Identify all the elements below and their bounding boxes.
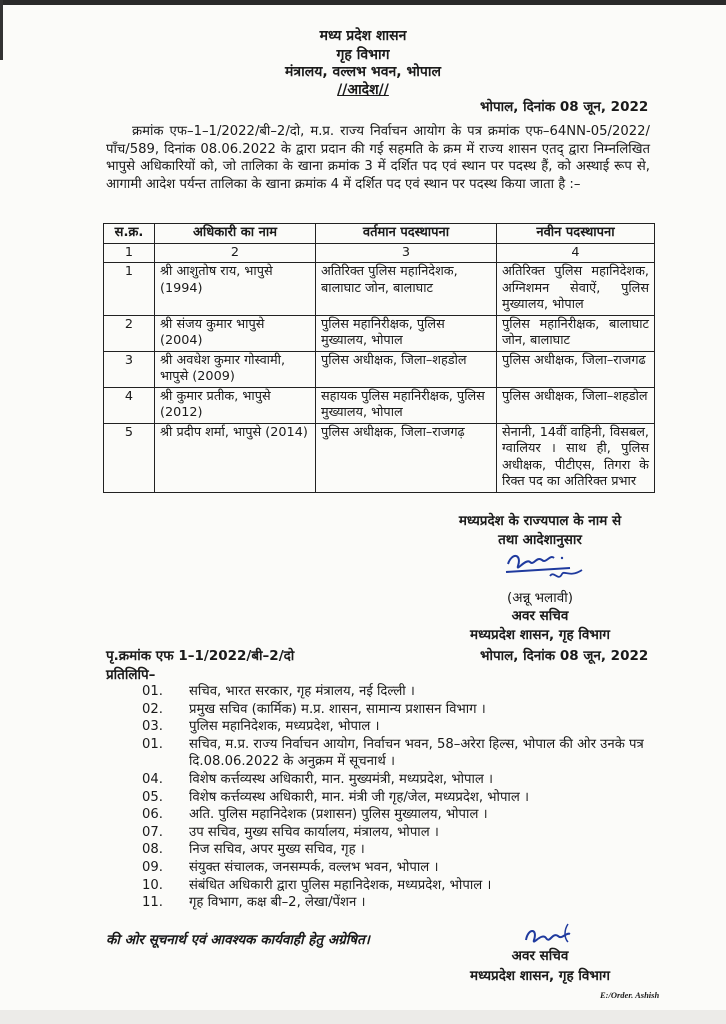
order-body-paragraph xyxy=(106,123,650,193)
file-reference: E:/Order. Ashish xyxy=(600,990,660,1000)
copy-number: 10. xyxy=(142,877,163,893)
table-row xyxy=(104,351,655,387)
posting-table xyxy=(103,223,655,493)
table-header-row xyxy=(104,224,655,244)
list-item xyxy=(142,824,662,842)
copy-number: 02. xyxy=(142,701,163,717)
copy-number: 04. xyxy=(142,771,163,787)
header-government: मध्य प्रदेश शासन xyxy=(319,28,407,44)
list-item xyxy=(142,877,662,895)
list-item xyxy=(142,736,662,771)
col-number: 2 xyxy=(155,243,316,263)
copy-recipient-list xyxy=(142,683,662,912)
signatory-office: मध्यप्रदेश शासन, गृह विभाग xyxy=(470,627,610,643)
copy-recipient: पुलिस महानिदेशक, मध्यप्रदेश, भोपाल । xyxy=(189,719,380,735)
cell-new-posting: पुलिस अधीक्षक, जिला–राजगढ xyxy=(497,351,655,387)
cell-officer-name: श्री संजय कुमार भापुसे (2004) xyxy=(155,315,316,351)
list-item xyxy=(142,894,662,912)
copy-recipient: संबंधित अधिकारी द्वारा पुलिस महानिदेशक, मध्यप्रदेश, भोपाल । xyxy=(189,877,492,893)
col-header-current-posting: वर्तमान पदस्थापना xyxy=(316,224,497,244)
cell-current-posting: सहायक पुलिस महानिरीक्षक, पुलिस मुख्यालय, भोपाल xyxy=(316,387,497,423)
copy-recipient: प्रमुख सचिव (कार्मिक) म.प्र. शासन, सामान्य प्रशासन विभाग । xyxy=(189,701,486,717)
endorsement-designation: अवर सचिव xyxy=(511,948,569,964)
signature-authority-line2: तथा आदेशानुसार xyxy=(498,532,582,548)
cell-new-posting: पुलिस महानिरीक्षक, बालाघाट जोन, बालाघाट xyxy=(497,315,655,351)
header-address: मंत्रालय, वल्लभ भवन, भोपाल xyxy=(285,64,441,80)
cell-current-posting: पुलिस अधीक्षक, जिला–राजगढ़ xyxy=(316,423,497,492)
table-row xyxy=(104,263,655,316)
order-date: भोपाल, दिनांक 08 जून, 2022 xyxy=(480,99,649,115)
list-item xyxy=(142,718,662,736)
copy-recipient: विशेष कर्त्तव्यस्थ अधिकारी, मान. मुख्यमंत्री, मध्यप्रदेश, भोपाल । xyxy=(189,771,494,787)
copy-number: 01. xyxy=(142,736,163,752)
table-row xyxy=(104,423,655,492)
copy-recipient: सचिव, म.प्र. राज्य निर्वाचन आयोग, निर्वाचन भवन, 58–अरेरा हिल्स, भोपाल की ओर उनके पत्र दि.08.06.2022 के अनुक्रम में सूचनार्थ । xyxy=(189,736,644,770)
list-item xyxy=(142,789,662,807)
list-item xyxy=(142,859,662,877)
cell-new-posting: पुलिस अधीक्षक, जिला–शहडोल xyxy=(497,387,655,423)
copy-number: 08. xyxy=(142,842,163,858)
col-number: 1 xyxy=(104,243,155,263)
copy-recipient: सचिव, भारत सरकार, गृह मंत्रालय, नई दिल्ली । xyxy=(189,684,415,699)
cell-officer-name: श्री कुमार प्रतीक, भापुसे (2012) xyxy=(155,387,316,423)
copy-recipient: उप सचिव, मुख्य सचिव कार्यालय, मंत्रालय, भोपाल । xyxy=(189,824,439,840)
col-number: 3 xyxy=(316,243,497,263)
scan-bottom-edge xyxy=(0,1010,726,1024)
order-title: //आदेश// xyxy=(337,82,389,98)
table-column-number-row xyxy=(104,243,655,263)
copy-recipient: अति. पुलिस महानिदेशक (प्रशासन) पुलिस मुख्यालय, भोपाल । xyxy=(189,807,488,823)
cell-current-posting: पुलिस अधीक्षक, जिला–शहडोल xyxy=(316,351,497,387)
copy-number: 05. xyxy=(142,789,163,805)
header-department: गृह विभाग xyxy=(336,47,390,63)
endorsement-office: मध्यप्रदेश शासन, गृह विभाग xyxy=(470,968,610,984)
copy-number: 03. xyxy=(142,719,163,735)
copy-number: 09. xyxy=(142,859,163,875)
copy-recipient: विशेष कर्त्तव्यस्थ अधिकारी, मान. मंत्री जी गृह/जेल, मध्यप्रदेश, भोपाल । xyxy=(189,789,529,805)
cell-new-posting: सेनानी, 14वीं वाहिनी, विसबल, ग्वालियर । साथ ही, पुलिस अधीक्षक, पीटीएस, तिगरा के रिक्त पद का अतिरिक्त प्रभार xyxy=(497,423,655,492)
copy-recipient: संयुक्त संचालक, जनसम्पर्क, वल्लभ भवन, भोपाल । xyxy=(189,859,439,875)
endorsement-date: भोपाल, दिनांक 08 जून, 2022 xyxy=(480,648,649,664)
signatory-name: (अन्नू भलावी) xyxy=(507,590,573,606)
copy-recipient: निज सचिव, अपर मुख्य सचिव, गृह । xyxy=(189,842,365,858)
cell-officer-name: श्री अवधेश कुमार गोस्वामी, भापुसे (2009) xyxy=(155,351,316,387)
cell-current-posting: पुलिस महानिरीक्षक, पुलिस मुख्यालय, भोपाल xyxy=(316,315,497,351)
table-row xyxy=(104,315,655,351)
list-item xyxy=(142,841,662,859)
col-header-officer-name: अधिकारी का नाम xyxy=(155,224,316,244)
table-row xyxy=(104,387,655,423)
forward-note: की ओर सूचनार्थ एवं आवश्यक कार्यवाही हेतु अग्रेषित। xyxy=(106,932,370,948)
copy-number: 06. xyxy=(142,807,163,823)
cell-officer-name: श्री आशुतोष राय, भापुसे (1994) xyxy=(155,263,316,316)
cell-sno: 4 xyxy=(104,387,155,423)
endorsement-number: पृ.क्रमांक एफ 1–1/2022/बी–2/दो xyxy=(106,648,295,664)
handwritten-signature-icon xyxy=(500,548,590,588)
col-header-sno: स.क्र. xyxy=(104,224,155,244)
cell-sno: 1 xyxy=(104,263,155,316)
col-number: 4 xyxy=(497,243,655,263)
copy-number: 07. xyxy=(142,824,163,840)
list-item xyxy=(142,806,662,824)
copy-number: 01. xyxy=(142,684,163,699)
list-item xyxy=(142,771,662,789)
cell-sno: 5 xyxy=(104,423,155,492)
list-item xyxy=(142,683,662,701)
list-item xyxy=(142,701,662,719)
cell-sno: 3 xyxy=(104,351,155,387)
cell-current-posting: अतिरिक्त पुलिस महानिदेशक, बालाघाट जोन, बालाघाट xyxy=(316,263,497,316)
signatory-designation: अवर सचिव xyxy=(511,608,569,624)
cell-officer-name: श्री प्रदीप शर्मा, भापुसे (2014) xyxy=(155,423,316,492)
copy-list-title: प्रतिलिपि– xyxy=(106,667,156,683)
col-header-new-posting: नवीन पदस्थापना xyxy=(497,224,655,244)
cell-sno: 2 xyxy=(104,315,155,351)
copy-number: 11. xyxy=(142,895,163,911)
copy-recipient: गृह विभाग, कक्ष बी–2, लेखा/पेंशन । xyxy=(189,895,366,911)
cell-new-posting: अतिरिक्त पुलिस महानिदेशक, अग्निशमन सेवाऐं, पुलिस मुख्यालय, भोपाल xyxy=(497,263,655,316)
order-body-text: क्रमांक एफ–1–1/2022/बी–2/दो, म.प्र. राज्य निर्वाचन आयोग के पत्र क्रमांक एफ–64NN-05/2022/पाँच/589, दिनांक 08.06.2022 के द्वारा प्रदान की गई सहमति के क्रम में राज्य शासन एतद् द्वारा निम्नलिखित भापुसे अधिकारियों को, जो तालिका के खाना क्रमांक 3 में दर्शित पद एवं स्थान पर पदस्थ हैं, को अस्थाई रूप से, आगामी आदेश पर्यन्त तालिका के खाना क्रमांक 4 में दर्शित पद एवं स्थान पर पदस्थ किया जाता है :– xyxy=(106,124,650,192)
signature-authority-line1: मध्यप्रदेश के राज्यपाल के नाम से xyxy=(458,513,622,529)
